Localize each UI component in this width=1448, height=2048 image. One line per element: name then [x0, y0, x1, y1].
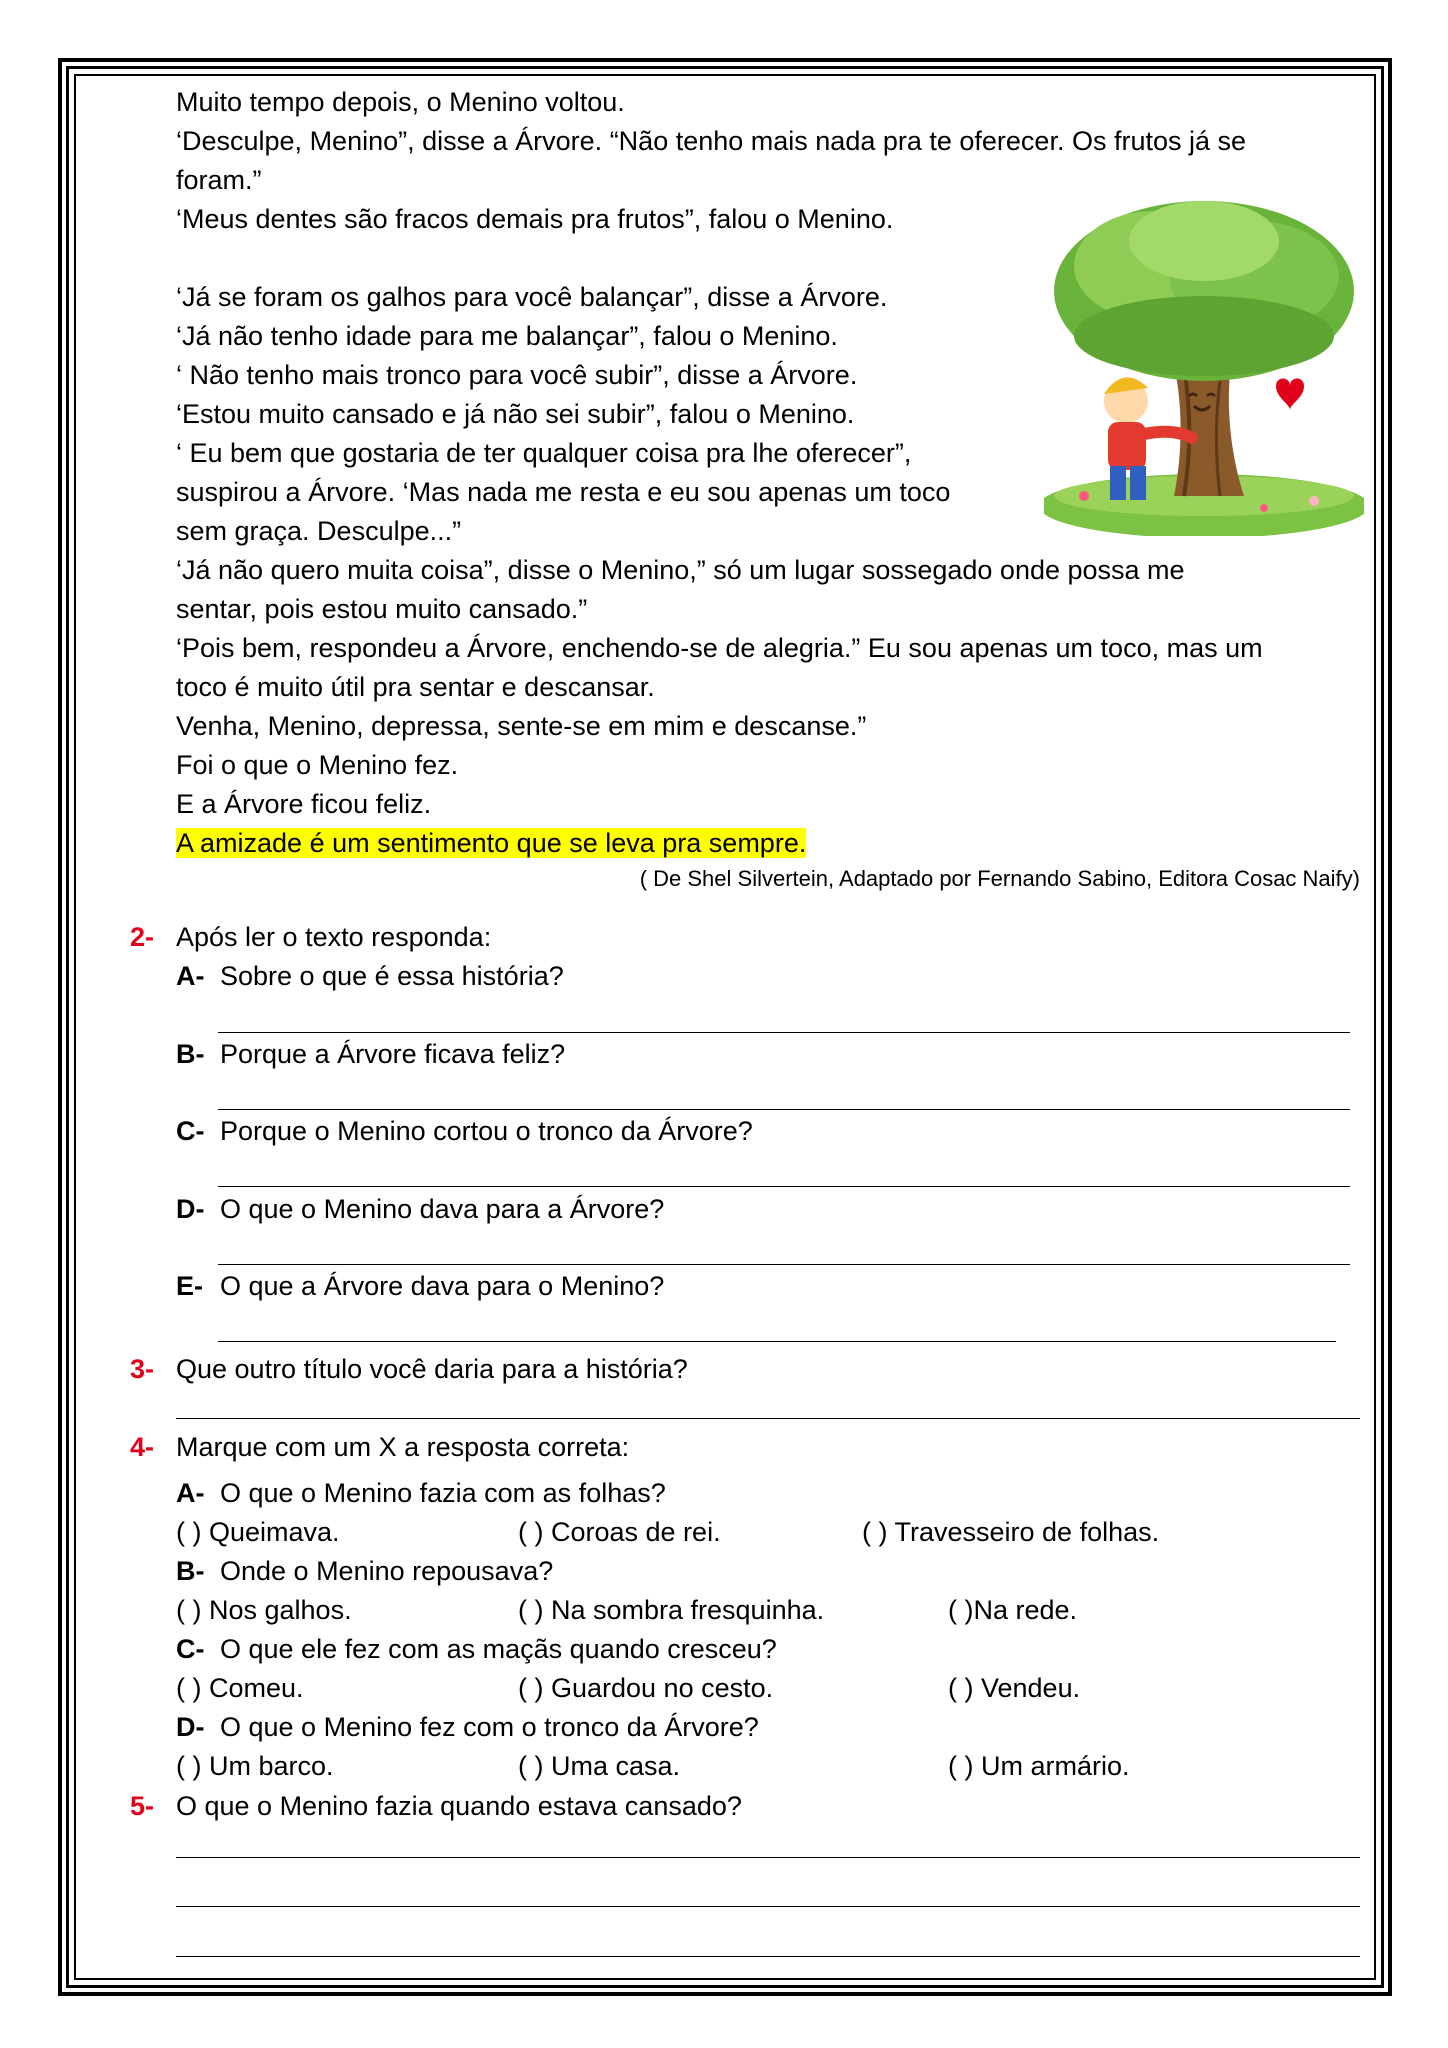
choice-question [176, 1711, 759, 1743]
highlighted-moral: A amizade é um sentimento que se leva pra sempre. [176, 828, 807, 858]
answer-line[interactable] [176, 1857, 1360, 1858]
answer-line[interactable] [176, 1418, 1360, 1419]
story-line: Foi o que o Menino fez. [176, 750, 459, 780]
question-text: Que outro título você daria para a história? [176, 1354, 688, 1384]
sub-question-text: Porque o Menino cortou o tronco da Árvore? [220, 1116, 753, 1146]
choice-question [176, 1555, 553, 1587]
sub-question [176, 960, 564, 992]
story-line: ‘Já não tenho idade para me balançar”, falou o Menino. [176, 321, 838, 351]
answer-line[interactable] [176, 1906, 1360, 1907]
answer-line[interactable] [218, 1109, 1350, 1110]
choice-question [176, 1633, 777, 1665]
checkbox-option[interactable]: ( )Na rede. [948, 1595, 1078, 1625]
question-number: 5- [130, 1791, 155, 1821]
sub-question [176, 1038, 565, 1070]
story-moral [176, 827, 806, 859]
story-line: ‘Já não quero muita coisa”, disse o Menino,” só um lugar sossegado onde possa me [176, 555, 1185, 585]
checkbox-option[interactable]: ( ) Coroas de rei. [518, 1517, 721, 1547]
sub-question-text: Sobre o que é essa história? [220, 961, 564, 991]
tree-hug-illustration [1044, 196, 1364, 536]
choice-question-text: O que o Menino fazia com as folhas? [220, 1478, 666, 1508]
sub-question [176, 1115, 753, 1147]
sub-question-letter: B- [176, 1039, 205, 1069]
checkbox-option[interactable]: ( ) Nos galhos. [176, 1595, 352, 1625]
choice-question [176, 1477, 666, 1509]
sub-question-letter: D- [176, 1194, 205, 1224]
sub-question-text: Porque a Árvore ficava feliz? [220, 1039, 566, 1069]
question-number: 3- [130, 1354, 155, 1384]
question-number: 4- [130, 1432, 155, 1462]
sub-question-text: O que a Árvore dava para o Menino? [220, 1271, 665, 1301]
checkbox-option[interactable]: ( ) Guardou no cesto. [518, 1673, 774, 1703]
story-citation: ( De Shel Silvertein, Adaptado por Fernando Sabino, Editora Cosac Naify) [639, 866, 1360, 891]
answer-line[interactable] [176, 1956, 1360, 1957]
choice-question-text: O que o Menino fez com o tronco da Árvore? [220, 1712, 759, 1742]
choice-question-letter: A- [176, 1478, 205, 1508]
story-line: ‘Já se foram os galhos para você balançar”, disse a Árvore. [176, 282, 888, 312]
story-line: ‘ Não tenho mais tronco para você subir”, disse a Árvore. [176, 360, 858, 390]
checkbox-option[interactable]: ( ) Travesseiro de folhas. [862, 1517, 1160, 1547]
checkbox-option[interactable]: ( ) Vendeu. [948, 1673, 1081, 1703]
sub-question-letter: E- [176, 1271, 203, 1301]
story-line: ‘ Eu bem que gostaria de ter qualquer coisa pra lhe oferecer”, [176, 438, 912, 468]
answer-line[interactable] [218, 1264, 1350, 1265]
question-text: Marque com um X a resposta correta: [176, 1432, 630, 1462]
story-line: Muito tempo depois, o Menino voltou. [176, 87, 625, 117]
sub-question-letter: A- [176, 961, 205, 991]
sub-question-text: O que o Menino dava para a Árvore? [220, 1194, 665, 1224]
sub-question [176, 1193, 664, 1225]
choice-question-letter: D- [176, 1712, 205, 1742]
story-line: Venha, Menino, depressa, sente-se em mim e descanse.” [176, 711, 867, 741]
question-number: 2- [130, 922, 155, 952]
choice-question-letter: B- [176, 1556, 205, 1586]
sub-question-letter: C- [176, 1116, 205, 1146]
checkbox-option[interactable]: ( ) Na sombra fresquinha. [518, 1595, 825, 1625]
story-line: ‘Estou muito cansado e já não sei subir”, falou o Menino. [176, 399, 855, 429]
checkbox-option[interactable]: ( ) Um armário. [948, 1751, 1130, 1781]
checkbox-option[interactable]: ( ) Uma casa. [518, 1751, 681, 1781]
choice-question-letter: C- [176, 1634, 205, 1664]
question-text: O que o Menino fazia quando estava cansado? [176, 1791, 742, 1821]
answer-line[interactable] [218, 1032, 1350, 1033]
story-line: suspirou a Árvore. ‘Mas nada me resta e eu sou apenas um toco [176, 477, 951, 507]
story-line: sem graça. Desculpe...” [176, 516, 462, 546]
choice-question-text: Onde o Menino repousava? [220, 1556, 554, 1586]
checkbox-option[interactable]: ( ) Queimava. [176, 1517, 340, 1547]
checkbox-option[interactable]: ( ) Comeu. [176, 1673, 304, 1703]
story-line: toco é muito útil pra sentar e descansar. [176, 672, 655, 702]
choice-question-text: O que ele fez com as maçãs quando cresceu? [220, 1634, 777, 1664]
story-line: ‘Pois bem, respondeu a Árvore, enchendo-se de alegria.” Eu sou apenas um toco, mas um [176, 633, 1263, 663]
story-line: sentar, pois estou muito cansado.” [176, 594, 588, 624]
sub-question [176, 1270, 664, 1302]
story-line: ‘Meus dentes são fracos demais pra frutos”, falou o Menino. [176, 204, 894, 234]
answer-line[interactable] [218, 1186, 1350, 1187]
story-line: foram.” [176, 165, 262, 195]
checkbox-option[interactable]: ( ) Um barco. [176, 1751, 334, 1781]
question-text: Após ler o texto responda: [176, 922, 492, 952]
story-line: E a Árvore ficou feliz. [176, 789, 432, 819]
answer-line[interactable] [218, 1341, 1336, 1342]
story-line: ‘Desculpe, Menino”, disse a Árvore. “Não tenho mais nada pra te oferecer. Os frutos já se [176, 126, 1247, 156]
